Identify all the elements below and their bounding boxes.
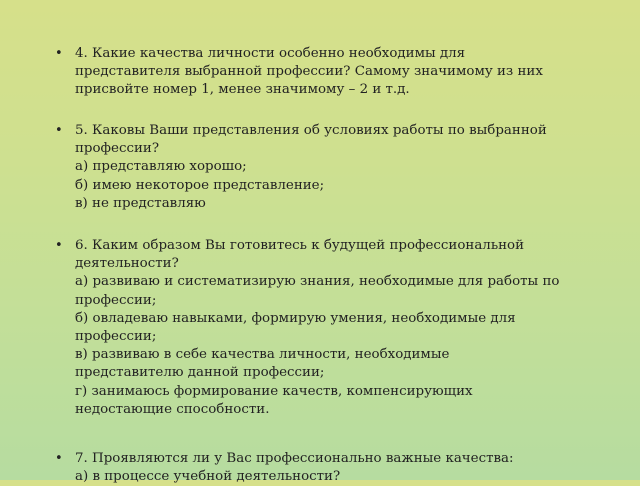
question-7 — [55, 450, 605, 486]
question-6-option-b-cont: профессии; — [75, 329, 157, 345]
question-7-line-1: 7. Проявляются ли у Вас профессионально важные качества: — [75, 451, 514, 466]
question-6-option-d-cont: недостающие способности. — [75, 401, 270, 417]
question-5-option-b: б) имею некоторое представление; — [75, 177, 325, 193]
question-5-option-a: а) представляю хорошо; — [75, 159, 247, 175]
question-6 — [55, 237, 605, 419]
question-6-option-b: б) овладеваю навыками, формирую умения, необходимые для — [75, 310, 516, 326]
question-4-line-1: 4. Какие качества личности особенно необходимы для — [75, 46, 466, 61]
question-5-line-1: 5. Каковы Ваши представления об условиях работы по выбранной — [75, 123, 547, 138]
question-5-option-c: в) не представляю — [75, 195, 206, 211]
question-6-option-d: г) занимаюсь формирование качеств, компенсирующих — [75, 383, 473, 399]
question-6-option-a: а) развиваю и систематизирую знания, необходимые для работы по — [75, 274, 560, 290]
question-6-line-1: 6. Каким образом Вы готовитесь к будущей профессиональной — [75, 238, 525, 253]
bullet-icon: • — [55, 46, 63, 61]
question-4-line-2: представителя выбранной профессии? Самому значимому из них — [75, 64, 543, 80]
question-6-line-2: деятельности? — [75, 256, 179, 272]
bullet-icon: • — [55, 451, 63, 466]
question-6-option-c: в) развиваю в себе качества личности, необходимые — [75, 347, 450, 363]
question-6-option-c-cont: представителю данной профессии; — [75, 365, 325, 381]
question-7-option-a: а) в процессе учебной деятельности? — [75, 469, 341, 485]
question-5-line-2: профессии? — [75, 141, 159, 157]
question-4 — [55, 45, 605, 100]
bullet-icon: • — [55, 123, 63, 138]
question-4-line-3: присвойте номер 1, менее значимому – 2 и т.д. — [75, 82, 410, 98]
question-6-option-a-cont: профессии; — [75, 292, 157, 308]
question-5 — [55, 122, 605, 213]
bullet-icon: • — [55, 238, 63, 253]
